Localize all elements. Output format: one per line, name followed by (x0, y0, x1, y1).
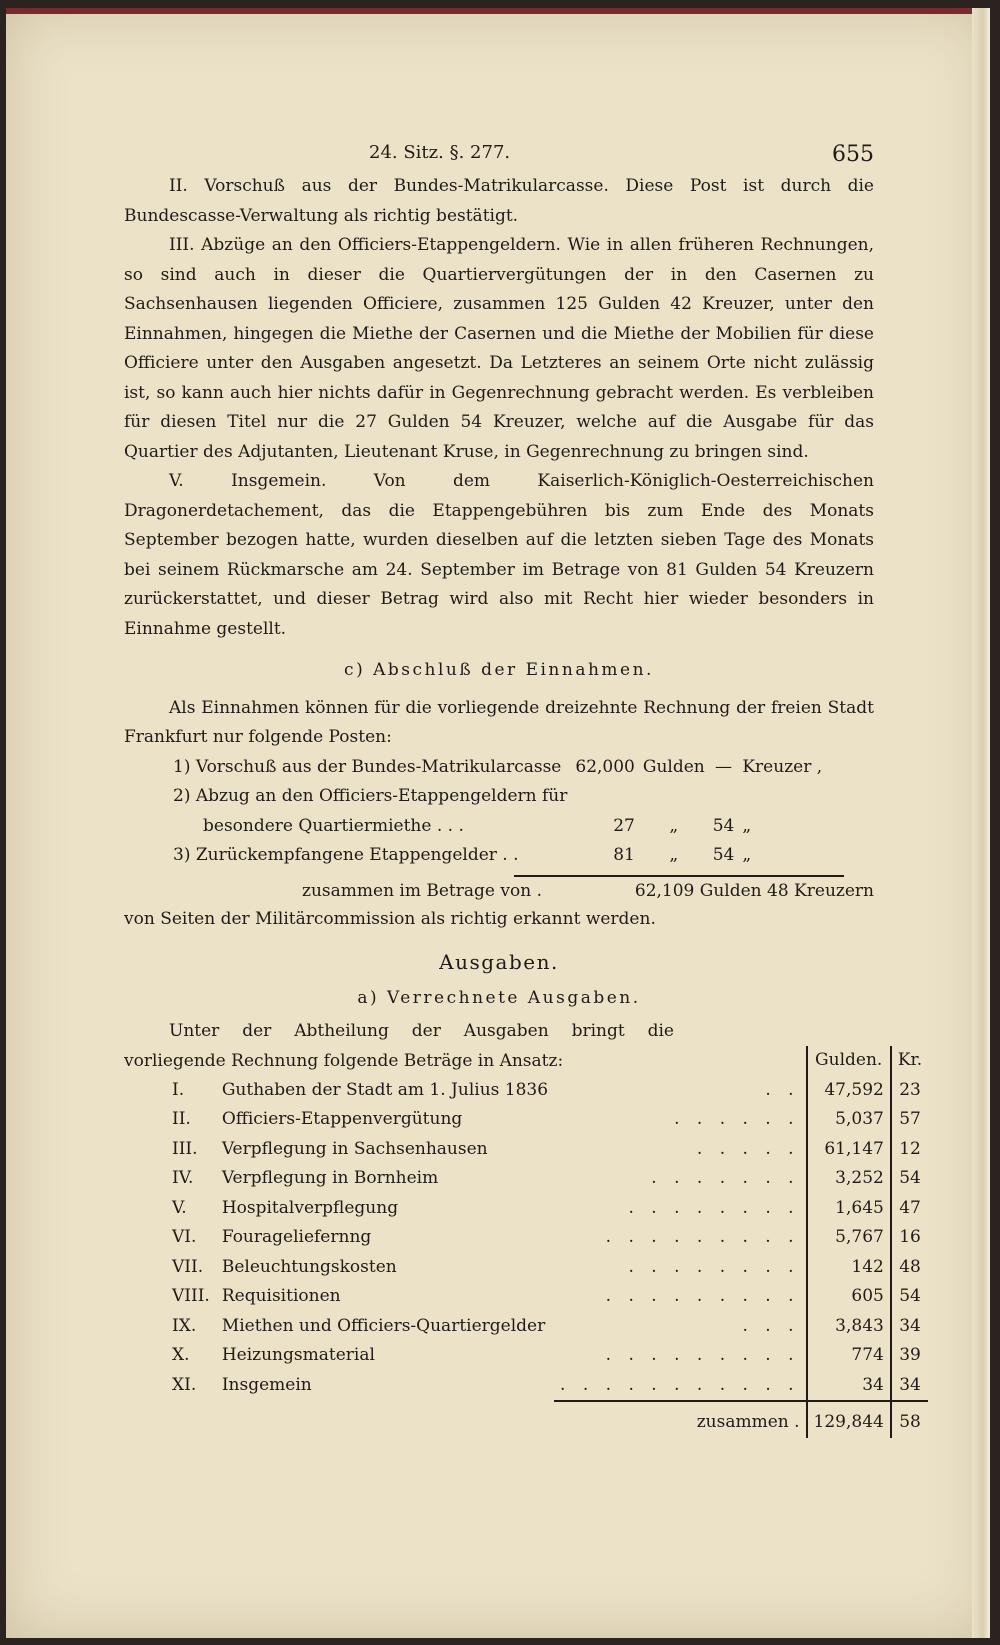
paragraph-vorschuss: II. Vorschuß aus der Bundes-Matrikularcasse. Diese Post ist durch die Bundescasse-Verwaltung als richtig bestätigt. (124, 176, 874, 226)
income-items-table (169, 753, 826, 871)
expenses-total-row (124, 1401, 928, 1438)
expense-leader-dots: . . . (742, 1315, 800, 1336)
expense-kreuzer: 54 (891, 1282, 928, 1312)
expense-number: X. (172, 1345, 190, 1365)
table-row (124, 1164, 928, 1194)
expense-label: Verpflegung in Sachsenhausen (221, 1138, 488, 1159)
expense-leader-dots: . . . . . . . . . (605, 1345, 800, 1365)
income-total-label: zusammen im Betrage von . (302, 880, 542, 901)
expense-label: Hospitalverpflegung (221, 1197, 399, 1218)
page-right-edge (972, 8, 990, 1638)
expense-kreuzer: 34 (891, 1371, 928, 1402)
expense-leader-dots: . . . . . . (674, 1109, 800, 1129)
expense-label: Officiers-Etappenvergütung (221, 1109, 463, 1129)
expense-gulden: 5,767 (807, 1223, 891, 1253)
table-row (169, 841, 826, 871)
expense-kreuzer: 34 (891, 1312, 928, 1342)
expense-label: Beleuchtungskosten (221, 1256, 397, 1277)
expense-gulden: 142 (807, 1253, 891, 1283)
expense-number: VI. (172, 1227, 197, 1247)
expense-leader-dots: . . . . . . . (651, 1168, 800, 1188)
income-item-gulden: 27 (613, 815, 635, 836)
expense-number: XI. (172, 1375, 197, 1395)
expense-number: I. (172, 1079, 185, 1100)
running-head: 24. Sitz. §. 277. (369, 142, 511, 163)
expenses-total-kreuzer: 58 (891, 1401, 928, 1438)
expense-label: Verpflegung in Bornheim (221, 1168, 439, 1188)
expense-gulden: 3,843 (807, 1312, 891, 1342)
page-number: 655 (832, 142, 874, 167)
income-total-value: 62,109 Gulden 48 Kreuzern (634, 880, 874, 901)
expense-label: Guthaben der Stadt am 1. Julius 1836 (221, 1079, 549, 1100)
expense-number: IX. (172, 1315, 197, 1336)
table-row (124, 1371, 928, 1402)
expense-kreuzer: 48 (891, 1253, 928, 1283)
income-item-label: 3) Zurückempfangene Etappengelder . . (173, 845, 519, 865)
expense-label: Requisitionen (221, 1286, 341, 1306)
expense-leader-dots: . . . . . . . . . . . (560, 1374, 800, 1395)
expense-gulden: 61,147 (807, 1135, 891, 1165)
expense-leader-dots: . . . . . . . . . (605, 1286, 800, 1306)
expense-gulden: 605 (807, 1282, 891, 1312)
expense-kreuzer: 47 (891, 1194, 928, 1224)
expense-gulden: 774 (807, 1341, 891, 1371)
expense-leader-dots: . . . . . (696, 1138, 800, 1159)
income-total-row (124, 875, 874, 905)
expense-gulden: 1,645 (807, 1194, 891, 1224)
income-item-label: 2) Abzug an den Officiers-Etappengeldern für (173, 786, 568, 806)
expenses-total-gulden: 129,844 (807, 1401, 891, 1438)
table-row (124, 1194, 928, 1224)
table-row (124, 1223, 928, 1253)
expense-gulden: 47,592 (807, 1076, 891, 1106)
expense-label: Miethen und Officiers-Quartiergelder (221, 1315, 546, 1336)
expenses-subheading: a) Verrechnete Ausgaben. (357, 987, 641, 1008)
expense-number: V. (172, 1197, 187, 1218)
table-row (124, 1105, 928, 1135)
paragraph-abzuege: III. Abzüge an den Officiers-Etappengeldern. Wie in allen früheren Rechnungen, so sind auch in dieser die Quartiervergütungen der in den Casernen zu Sachsenhausen liegenden Officiere, zusammen 125 Gulden 42 Kreuzer, unter den Einnahmen, hingegen die Miethe der Casernen und die Miethe der Mobilien für diese Officiere unter den Ausgaben angesetzt. Da Letzteres an seinem Orte nicht zulässig ist, so kann auch hier nichts dafür in Gegenrechnung gebracht werden. Es verbleiben für diesen Titel nur die 27 Gulden 54 Kreuzer, welche auf die Ausgabe für das Quartier des Adjutanten, Lieutenant Kruse, in Gegenrechnung zu bringen sind. (124, 235, 874, 462)
income-intro: Als Einnahmen können für die vorliegende dreizehnte Rechnung der freien Stadt Frankfurt nur folgende Posten: (124, 697, 874, 747)
expenses-table (124, 1046, 928, 1438)
income-item-gulden-unit: „ (669, 845, 679, 865)
paragraph-insgemein: V. Insgemein. Von dem Kaiserlich-Königlich-Oesterreichischen Dragonerdetachement, das die Etappengebühren bis zum Ende des Monats September bezogen hatte, wurden dieselben auf die letzten sieben Tage des Monats bei seinem Rückmarsche am 24. September im Betrage von 81 Gulden 54 Kreuzern zurückerstattet, und dieser Betrag wird also mit Recht hier wieder besonders in Einnahme gestellt. (124, 471, 874, 639)
income-item-kreuzer: — (715, 756, 733, 777)
expense-kreuzer: 39 (891, 1341, 928, 1371)
page-header (124, 138, 874, 172)
income-item-gulden: 81 (613, 845, 635, 865)
expense-gulden: 3,252 (807, 1164, 891, 1194)
expense-kreuzer: 54 (891, 1164, 928, 1194)
income-item-kreuzer-unit: „ (742, 845, 752, 865)
expense-number: VIII. (172, 1286, 210, 1306)
expense-leader-dots: . . . . . . . . (628, 1197, 800, 1218)
expense-leader-dots: . . . . . . . . (628, 1256, 800, 1277)
expense-number: IV. (172, 1168, 194, 1188)
income-item-kreuzer: 54 (712, 845, 735, 865)
income-closing: von Seiten der Militärcommission als richtig erkannt werden. (124, 908, 656, 929)
income-heading: c) Abschluß der Einnahmen. (344, 660, 654, 680)
expense-kreuzer: 12 (891, 1135, 928, 1165)
book-page (6, 8, 990, 1638)
expense-label: Heizungsmaterial (221, 1345, 375, 1365)
income-item-label: besondere Quartiermiethe . . . (203, 815, 464, 836)
table-row (124, 1076, 928, 1106)
expenses-total-label: zusammen . (554, 1401, 806, 1438)
table-row (124, 1312, 928, 1342)
expenses-heading: Ausgaben. (439, 950, 559, 974)
income-item-kreuzer-unit: Kreuzer , (742, 756, 823, 777)
income-item-gulden: 62,000 (575, 756, 635, 777)
expense-kreuzer: 23 (891, 1076, 928, 1106)
expense-label: Fourageliefernng (221, 1227, 372, 1247)
table-row (124, 1135, 928, 1165)
table-row (169, 782, 826, 812)
expense-number: III. (172, 1138, 198, 1159)
page-top-edge (6, 8, 990, 14)
income-item-gulden-unit: Gulden (642, 756, 705, 777)
income-item-kreuzer: 54 (712, 815, 735, 836)
income-item-label: 1) Vorschuß aus der Bundes-Matrikularcasse (173, 756, 562, 777)
table-row (124, 1341, 928, 1371)
income-item-kreuzer-unit: „ (742, 815, 752, 836)
column-header-gulden: Gulden. (807, 1046, 891, 1076)
table-row (169, 812, 826, 842)
income-item-gulden-unit: „ (669, 815, 679, 836)
table-row (169, 753, 826, 783)
expense-kreuzer: 16 (891, 1223, 928, 1253)
expense-leader-dots: . . . . . . . . . (605, 1227, 800, 1247)
expense-gulden: 5,037 (807, 1105, 891, 1135)
expense-gulden: 34 (807, 1371, 891, 1402)
expense-kreuzer: 57 (891, 1105, 928, 1135)
expenses-intro: Unter der Abtheilung der Ausgaben bringt die vorliegende Rechnung folgende Beträge in Ansatz: (124, 1021, 674, 1071)
expense-number: II. (172, 1109, 191, 1129)
expense-number: VII. (172, 1256, 204, 1277)
table-row (124, 1282, 928, 1312)
page-content (124, 138, 923, 1438)
expense-leader-dots: . . (765, 1079, 800, 1100)
column-header-kreuzer: Kr. (891, 1046, 928, 1076)
expense-label: Insgemein (221, 1375, 312, 1395)
table-row (124, 1253, 928, 1283)
